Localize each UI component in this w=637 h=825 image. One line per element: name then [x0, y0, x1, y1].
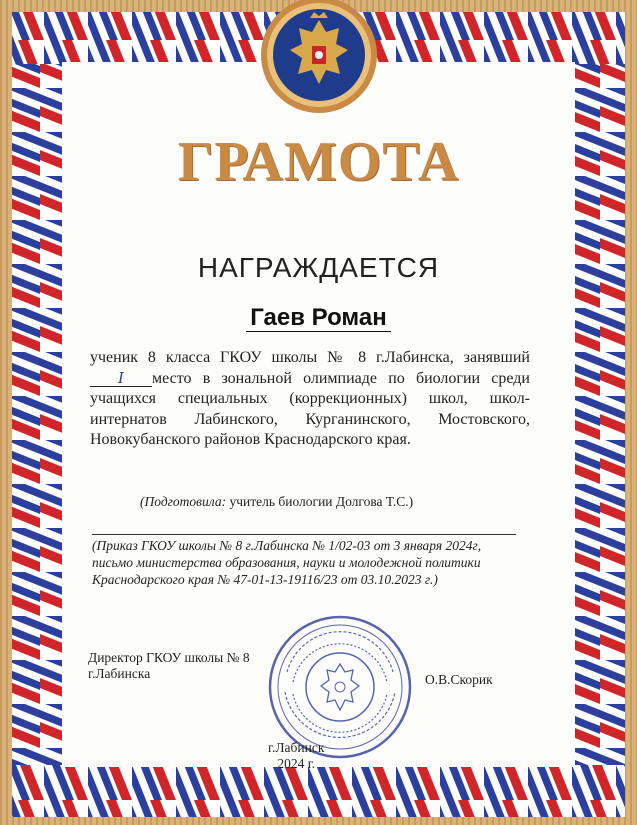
order-reference: (Приказ ГКОУ школы № 8 г.Лабинска № 1/02-03 от 3 января 2024г, письмо министерства образования, науки и молодежной политики Краснодарского края № 47-01-13-19116/23 от 03.10.2023 г.)	[92, 538, 482, 587]
prepared-prefix: (Подготовила:	[140, 494, 227, 509]
certificate-title: ГРАМОТА	[177, 131, 460, 193]
director-title	[88, 650, 250, 682]
recipient-name	[0, 304, 637, 332]
prepared-by	[140, 494, 413, 510]
awarded-heading: НАГРАЖДАЕТСЯ	[197, 252, 440, 283]
place-value: I	[90, 370, 152, 387]
award-description	[90, 348, 530, 451]
prepared-text: учитель биологии Долгова Т.С.)	[229, 494, 414, 509]
director-line2: г.Лабинска	[88, 666, 151, 681]
signer-name: О.В.Скорик	[425, 672, 493, 687]
issue-place-date	[268, 740, 324, 772]
divider-line	[92, 534, 516, 535]
issue-city: г.Лабинск	[268, 740, 325, 755]
issue-year: 2024 г.	[277, 756, 316, 771]
description-part1: ученик 8 класса ГКОУ школы № 8 г.Лабинска, занявший	[90, 349, 530, 366]
russian-coat-of-arms-icon	[254, 0, 384, 120]
recipient-name-text: Гаев Роман	[246, 304, 390, 332]
director-line1: Директор ГКОУ школы № 8	[88, 650, 250, 665]
description-part2: место в зональной олимпиаде по биологии среди учащихся специальных (коррекционных) школ, школ-интернатов Лабинского, Курганинского, Мостовского, Новокубанского районов Краснодарского края.	[90, 369, 530, 448]
